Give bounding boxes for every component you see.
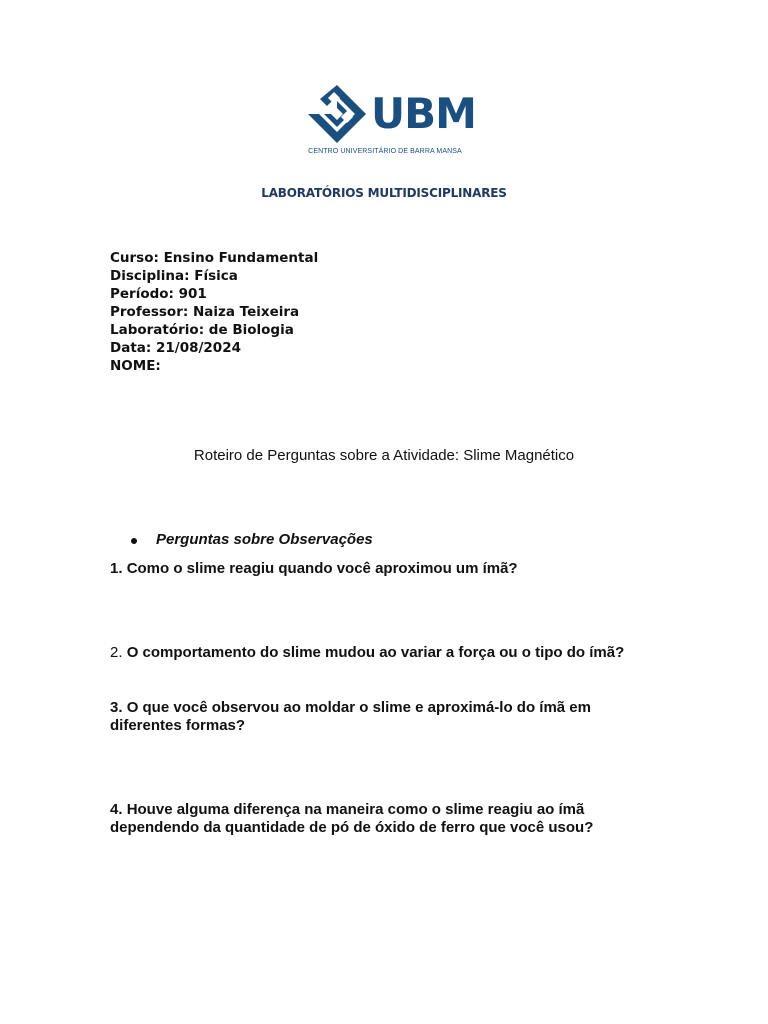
- info-name: NOME:: [110, 358, 161, 374]
- question-text: O que você observou ao moldar o slime e aproximá-lo do ímã em diferentes formas?: [110, 699, 591, 734]
- question-3: [110, 699, 630, 735]
- question-text: Houve alguma diferença na maneira como o slime reagiu ao ímã dependendo da quantidade de pó de óxido de ferro que você usou?: [110, 801, 594, 836]
- info-date: Data: 21/08/2024: [110, 340, 241, 356]
- logo-subtitle: CENTRO UNIVERSITÁRIO DE BARRA MANSA: [308, 148, 462, 155]
- info-discipline: Disciplina: Física: [110, 268, 238, 284]
- ubm-logo-icon: [307, 84, 367, 144]
- info-laboratory: Laboratório: de Biologia: [110, 322, 294, 338]
- question-text: O comportamento do slime mudou ao variar a força ou o tipo do ímã?: [126, 644, 625, 661]
- activity-title: Roteiro de Perguntas sobre a Atividade: Slime Magnético: [193, 447, 575, 464]
- question-1: [110, 560, 630, 578]
- info-course: Curso: Ensino Fundamental: [110, 250, 319, 266]
- logo-wordmark: UBM: [371, 89, 476, 138]
- question-number: 3.: [110, 699, 123, 716]
- question-4: [110, 801, 630, 837]
- course-info: [110, 249, 318, 375]
- ubm-logo: [305, 84, 476, 164]
- question-number: 4.: [110, 801, 123, 818]
- question-text: Como o slime reagiu quando você aproximou um ímã?: [126, 560, 518, 577]
- info-period: Período: 901: [110, 286, 207, 302]
- bullet-icon: [131, 538, 137, 544]
- question-number: 1.: [110, 560, 123, 577]
- info-professor: Professor: Naiza Teixeira: [110, 304, 300, 320]
- lab-title: LABORATÓRIOS MULTIDISCIPLINARES: [261, 186, 507, 200]
- section-heading-label: Perguntas sobre Observações: [156, 531, 373, 548]
- question-number: 2.: [110, 644, 123, 661]
- question-2: [110, 644, 630, 662]
